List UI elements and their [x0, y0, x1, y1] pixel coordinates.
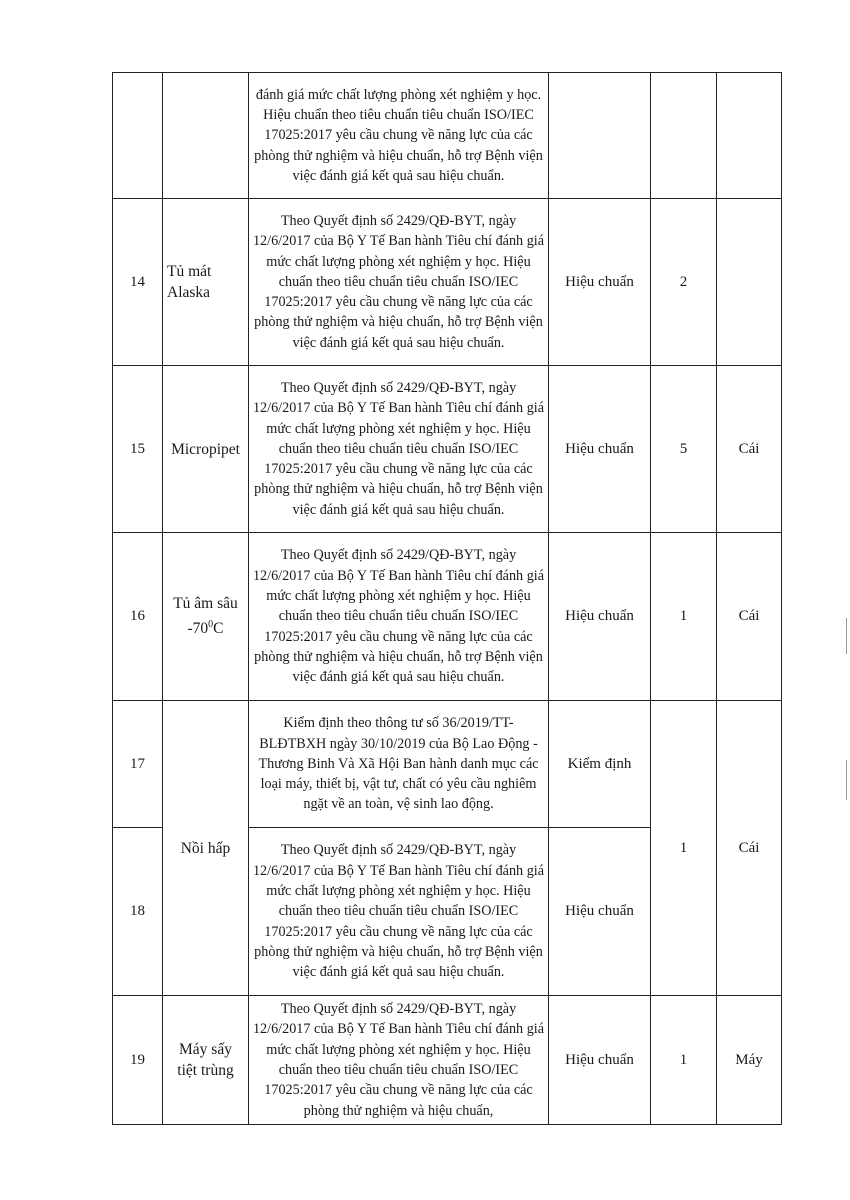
row-number: 14	[130, 273, 145, 290]
row-number: 19	[130, 1051, 145, 1068]
row-number: 18	[130, 903, 145, 919]
quantity-cell: 1	[679, 1051, 688, 1068]
unit-cell: Cái	[738, 608, 760, 624]
equipment-name: Nồi hấp	[180, 839, 231, 857]
row-number: 16	[130, 608, 145, 624]
unit-cell	[717, 199, 781, 365]
equipment-name: Micropipet	[171, 440, 240, 458]
method-cell: Hiệu chuẩn	[565, 273, 634, 290]
description-cell: Theo Quyết định số 2429/QĐ-BYT, ngày 12/6/2017 của Bộ Y Tế Ban hành Tiêu chí đánh giá mức chất lượng phòng xét nghiệm y học. Hiệu chuẩn theo tiêu chuẩn tiêu chuẩn ISO/IEC 17025:2017 yêu cầu chung về năng lực của các phòng thử nghiệm và hiệu chuẩn, hỗ trợ Bệnh viện việc đánh giá kết quả sau hiệu chuẩn.	[252, 842, 545, 981]
equipment-name: Tủ mát Alaska	[167, 263, 212, 301]
description-cell: Theo Quyết định số 2429/QĐ-BYT, ngày 12/6/2017 của Bộ Y Tế Ban hành Tiêu chí đánh giá mức chất lượng phòng xét nghiệm y học. Hiệu chuẩn theo tiêu chuẩn tiêu chuẩn ISO/IEC 17025:2017 yêu cầu chung về năng lực của các phòng thử nghiệm và hiệu chuẩn,	[252, 1001, 545, 1119]
method-cell: Hiệu chuẩn	[565, 903, 634, 919]
method-cell: Hiệu chuẩn	[565, 440, 634, 457]
quantity-cell: 5	[679, 440, 688, 457]
equipment-name: Máy sấy tiệt trùng	[177, 1041, 234, 1079]
row-number: 17	[130, 755, 145, 772]
quantity-cell: 2	[679, 273, 688, 290]
description-cell: Kiểm định theo thông tư số 36/2019/TT-BLĐTBXH ngày 30/10/2019 của Bộ Lao Động - Thương Binh Và Xã Hội Ban hành danh mục các loại máy, thiết bị, vật tư, chất có yêu cầu nghiêm ngặt về an toàn, vệ sinh lao động.	[258, 715, 539, 813]
description-cell: Theo Quyết định số 2429/QĐ-BYT, ngày 12/6/2017 của Bộ Y Tế Ban hành Tiêu chí đánh giá mức chất lượng phòng xét nghiệm y học. Hiệu chuẩn theo tiêu chuẩn tiêu chuẩn ISO/IEC 17025:2017 yêu cầu chung về năng lực của các phòng thử nghiệm và hiệu chuẩn, hỗ trợ Bệnh viện việc đánh giá kết quả sau hiệu chuẩn.	[252, 212, 545, 351]
unit-cell: Máy	[735, 1051, 763, 1068]
table-border-right	[781, 72, 782, 1124]
method-cell: Kiểm định	[567, 755, 632, 772]
equipment-name: Tủ âm sâu $-70^0C$	[173, 595, 238, 638]
unit-cell: Cái	[738, 440, 760, 457]
row-number: 15	[130, 440, 145, 457]
unit-cell: Cái	[738, 839, 760, 856]
method-cell: Hiệu chuẩn	[565, 1051, 634, 1068]
quantity-cell: 1	[679, 608, 688, 624]
table-border-bottom	[112, 1124, 782, 1125]
scan-mark	[846, 760, 847, 800]
description-cell: đánh giá mức chất lượng phòng xét nghiệm y học. Hiệu chuẩn theo tiêu chuẩn tiêu chuẩn ISO/IEC 17025:2017 yêu cầu chung về năng lực của các phòng thử nghiệm và hiệu chuẩn, hỗ trợ Bệnh viện việc đánh giá kết quả sau hiệu chuẩn.	[254, 86, 543, 184]
description-cell: Theo Quyết định số 2429/QĐ-BYT, ngày 12/6/2017 của Bộ Y Tế Ban hành Tiêu chí đánh giá mức chất lượng phòng xét nghiệm y học. Hiệu chuẩn theo tiêu chuẩn tiêu chuẩn ISO/IEC 17025:2017 yêu cầu chung về năng lực của các phòng thử nghiệm và hiệu chuẩn, hỗ trợ Bệnh viện việc đánh giá kết quả sau hiệu chuẩn.	[252, 379, 545, 518]
quantity-cell: 1	[679, 839, 688, 856]
scan-mark	[846, 618, 847, 654]
description-cell: Theo Quyết định số 2429/QĐ-BYT, ngày 12/6/2017 của Bộ Y Tế Ban hành Tiêu chí đánh giá mức chất lượng phòng xét nghiệm y học. Hiệu chuẩn theo tiêu chuẩn tiêu chuẩn ISO/IEC 17025:2017 yêu cầu chung về năng lực của các phòng thử nghiệm và hiệu chuẩn, hỗ trợ Bệnh viện việc đánh giá kết quả sau hiệu chuẩn.	[252, 547, 545, 686]
method-cell: Hiệu chuẩn	[565, 608, 634, 624]
